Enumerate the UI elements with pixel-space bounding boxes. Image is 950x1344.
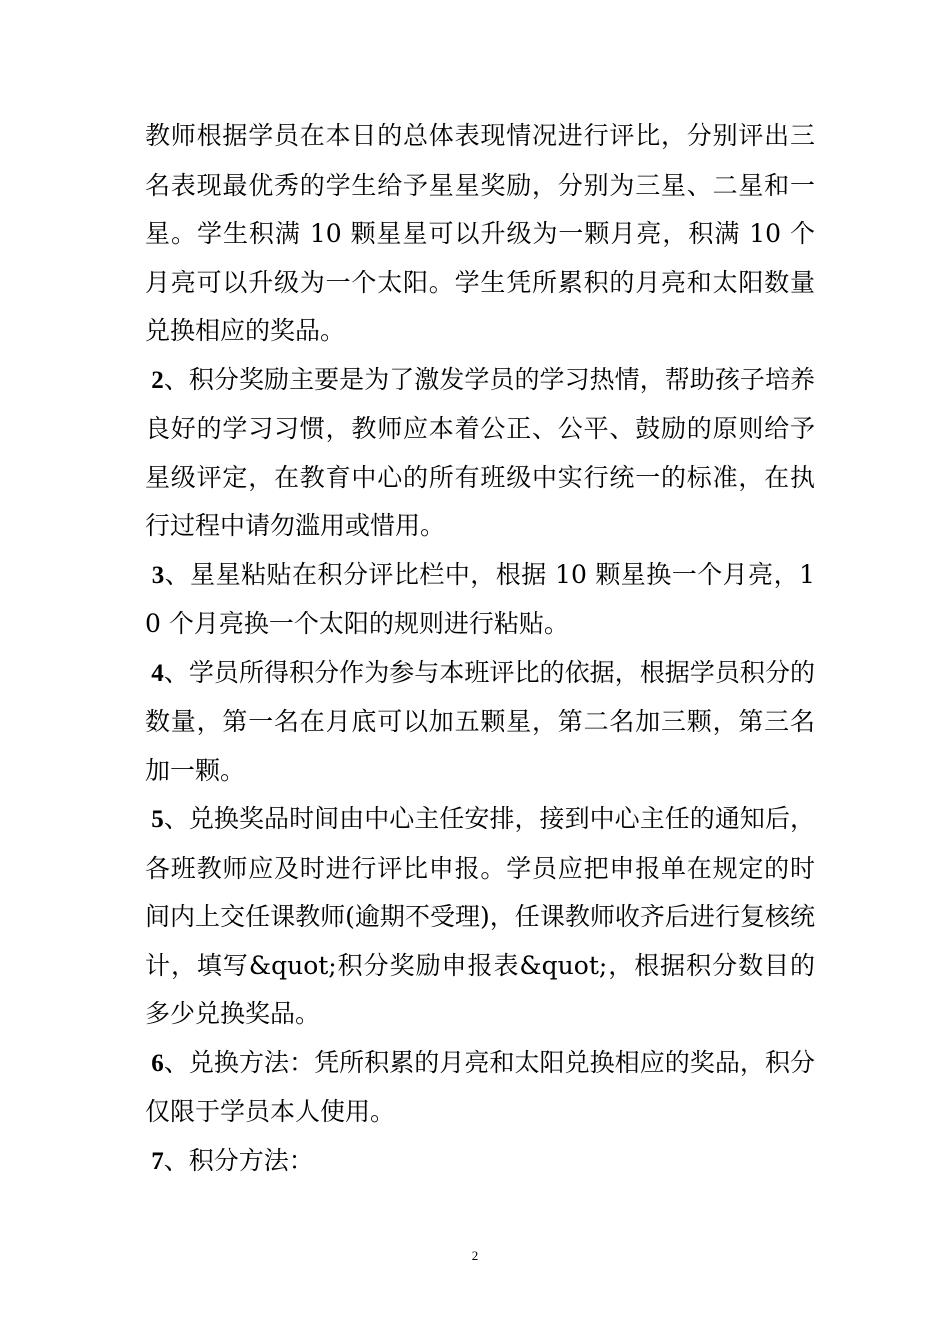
paragraph-number: 4 [145,659,164,687]
paragraph-item-7 [145,1137,815,1187]
paragraph-item-2 [145,356,815,551]
paragraph-text: 、兑换方法：凭所积累的月亮和太阳兑换相应的奖品，积分仅限于学员本人使用。 [145,1047,815,1126]
paragraph-item-5 [145,795,815,1039]
paragraph-item-3 [145,551,815,649]
paragraph-text: 、星星粘贴在积分评比栏中，根据 10 颗星换一个月亮，10 个月亮换一个太阳的规则进行粘贴。 [145,559,815,638]
paragraph-text: 、积分奖励主要是为了激发学员的学习热情，帮助孩子培养良好的学习习惯，教师应本着公正、公平、鼓励的原则给予星级评定，在教育中心的所有班级中实行统一的标准，在执行过程中请勿滥用或惜用。 [145,364,815,540]
paragraph-number: 2 [145,366,164,394]
paragraph-text: 、兑换奖品时间由中心主任安排，接到中心主任的通知后，各班教师应及时进行评比申报。学员应把申报单在规定的时间内上交任课教师(逾期不受理)，任课教师收齐后进行复核统计，填写&quot;积分奖励申报表&quot;，根据积分数目的多少兑换奖品。 [145,804,815,1028]
paragraph-item-4 [145,649,815,796]
paragraph-number: 6 [145,1049,164,1077]
paragraph-intro [145,112,815,356]
paragraph-text: 、积分方法： [163,1145,314,1175]
paragraph-item-6 [145,1039,815,1137]
paragraph-text: 、学员所得积分作为参与本班评比的依据，根据学员积分的数量，第一名在月底可以加五颗星，第二名加三颗，第三名加一颗。 [145,657,815,785]
paragraph-text: 教师根据学员在本日的总体表现情况进行评比，分别评出三名表现最优秀的学生给予星星奖励，分别为三星、二星和一星。学生积满 10 颗星星可以升级为一颗月亮，积满 10 个月亮可以升级为一个太阳。学生凭所累积的月亮和太阳数量兑换相应的奖品。 [145,121,815,345]
paragraph-number: 3 [145,561,165,589]
document-body [145,112,815,1186]
paragraph-number: 5 [145,806,164,833]
paragraph-number: 7 [145,1147,164,1175]
page-number: 2 [471,1248,479,1263]
